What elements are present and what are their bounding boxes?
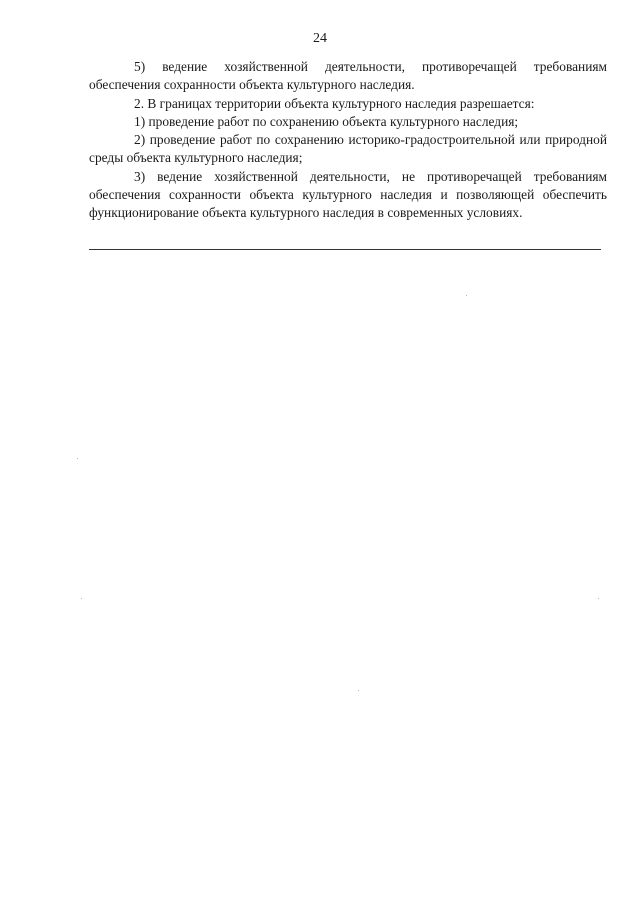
scan-speck [598,598,599,599]
paragraph-item-1: 1) проведение работ по сохранению объекта культурного наследия; [134,113,519,129]
document-body [89,58,607,223]
scan-speck [77,458,78,459]
end-of-text-rule [89,249,601,250]
paragraph-item-5: 5) ведение хозяйственной деятельности, противоречащей требованиям обеспечения сохранности объекта культурного наследия. [89,59,607,93]
paragraph-item-2: 2) проведение работ по сохранению историко-градостроительной или природной среды объекта культурного наследия; [89,132,607,166]
scan-speck [358,690,359,691]
page-number: 24 [313,31,327,46]
paragraph-item-3: 3) ведение хозяйственной деятельности, не противоречащей требованиям обеспечения сохранности объекта культурного наследия и позволяющей обеспечить функционирование объекта культурного наследия в современных условиях. [89,168,607,221]
scan-speck [466,295,467,296]
scan-speck [81,598,82,599]
paragraph-section-2-heading: 2. В границах территории объекта культурного наследия разрешается: [134,95,535,111]
